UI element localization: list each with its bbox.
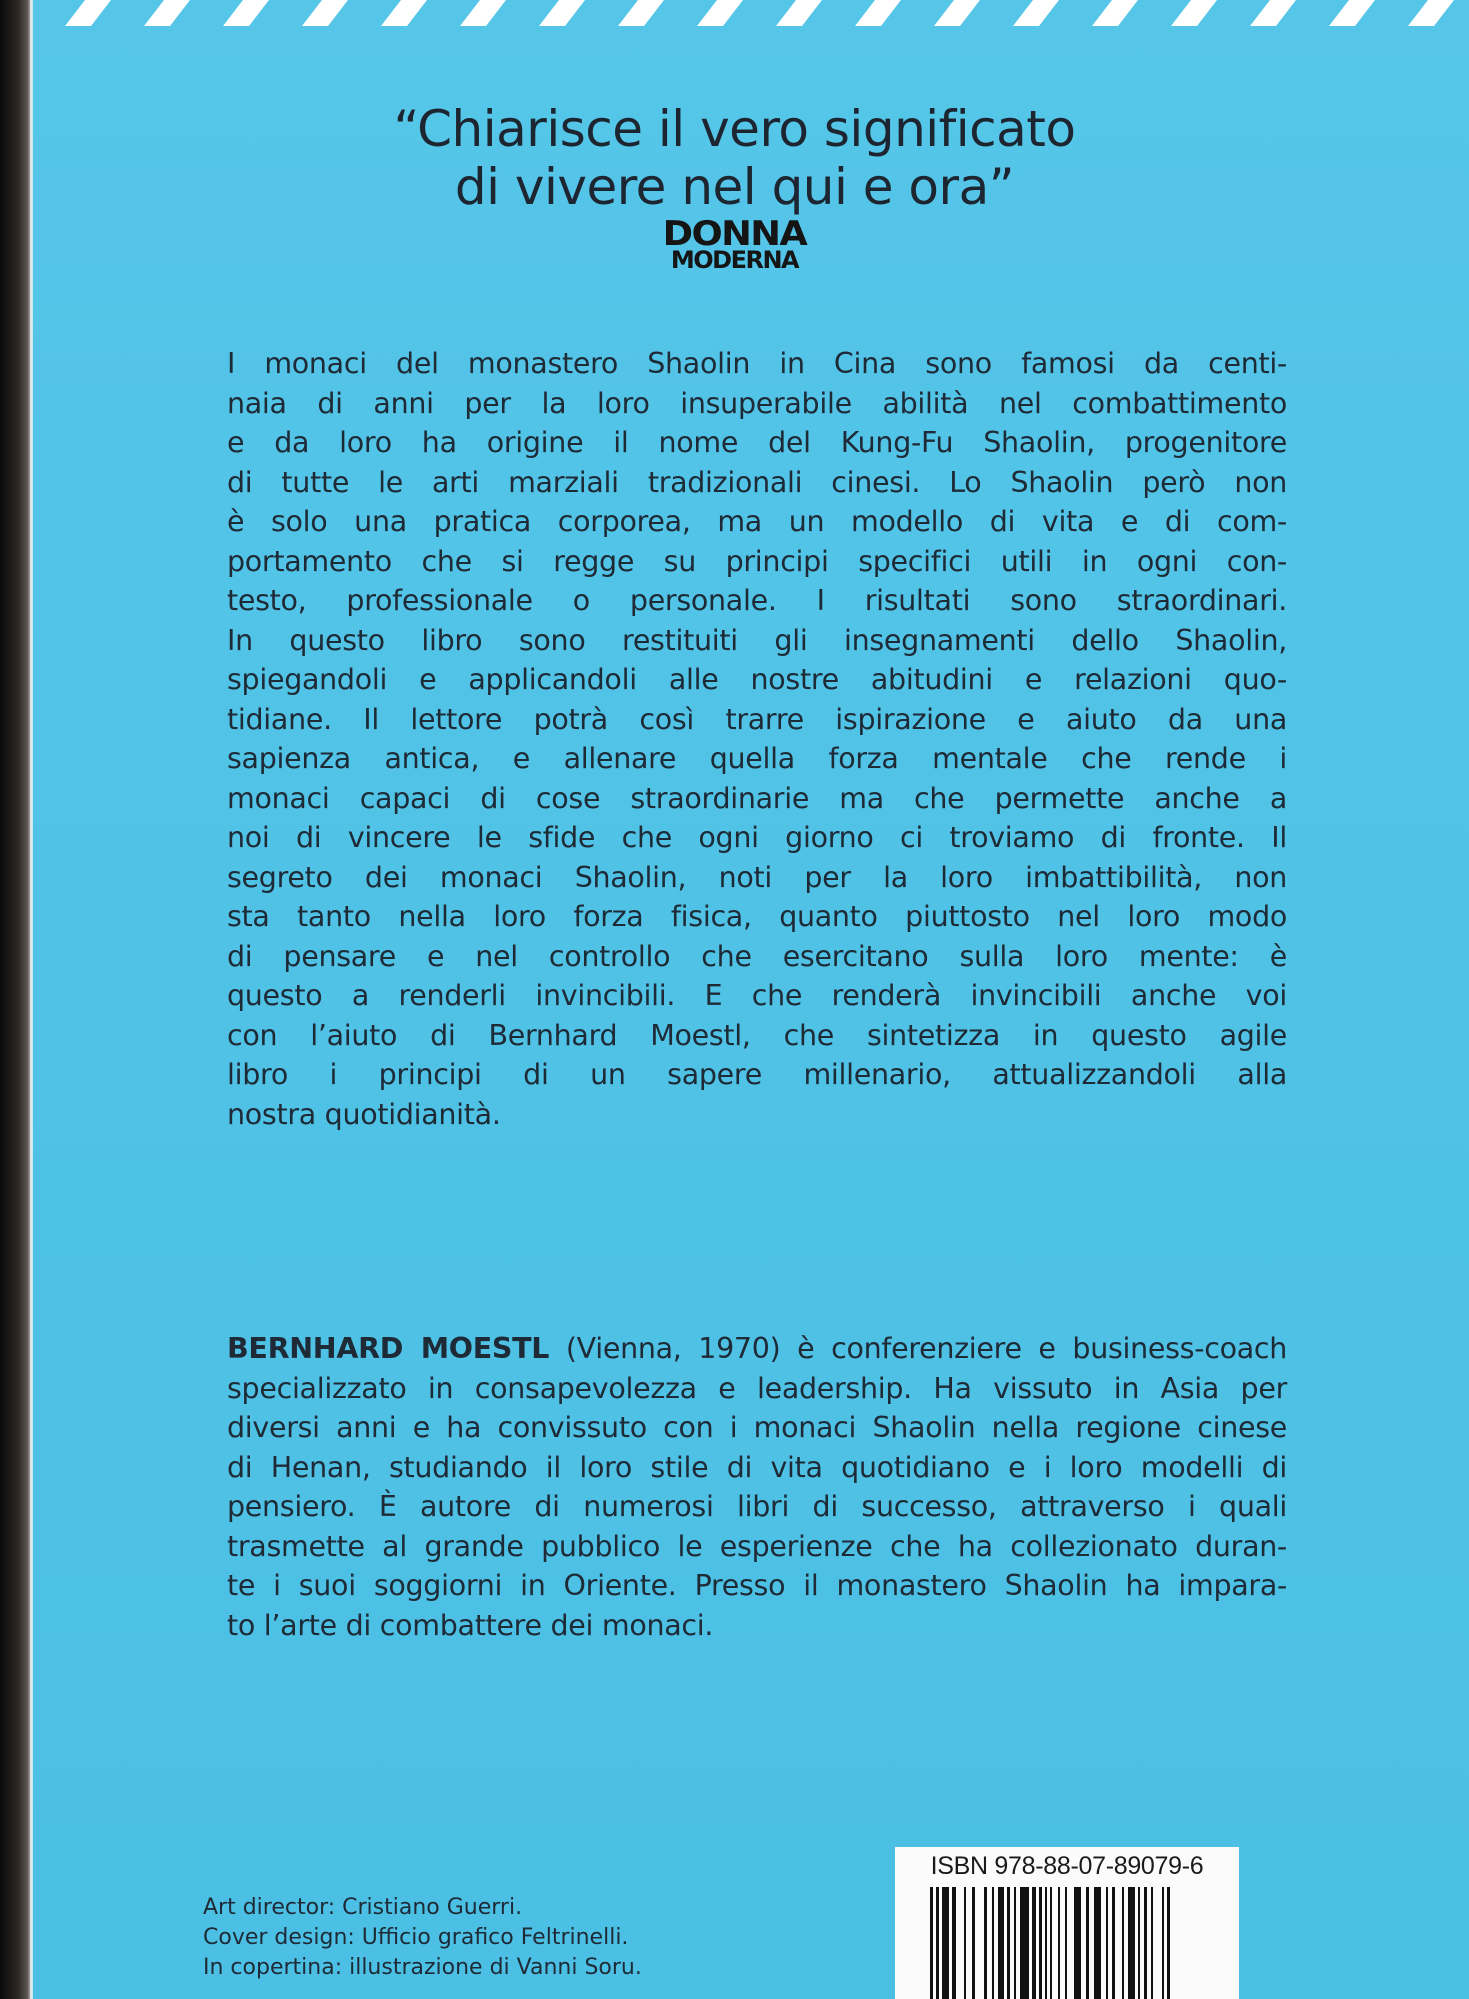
description-line: monaci capaci di cose straordinarie ma che permette anche a [227,781,1287,815]
description-line: con l’aiuto di Bernhard Moestl, che sintetizza in questo agile [227,1018,1287,1052]
author-name: BERNHARD MOESTL [227,1332,550,1365]
isbn-barcode-label [895,1847,1239,1999]
author-bio-line: specializzato in consapevolezza e leadership. Ha vissuto in Asia per [227,1371,1287,1405]
author-bio-line: pensiero. È autore di numerosi libri di successo, attraverso i quali [227,1490,1287,1523]
logo-line-moderna: MODERNA [670,246,799,274]
press-quote-line: “Chiarisce il vero significato [393,100,1076,158]
description-line: noi di vincere le sfide che ogni giorno ci troviamo di fronte. Il [227,821,1287,854]
description-line: sta tanto nella loro forza fisica, quanto piuttosto nel loro modo [227,900,1287,933]
description-line: questo a renderli invincibili. E che renderà invincibili anche voi [227,979,1287,1012]
donna-moderna-logo [0,214,1469,274]
credit-cover-design: Cover design: Ufficio grafico Feltrinelli. [203,1925,629,1950]
description-line: di tutte le arti marziali tradizionali cinesi. Lo Shaolin però non [227,465,1287,499]
author-bio-line: to l’arte di combattere dei monaci. [227,1608,714,1642]
author-bio-first-line [227,1329,1287,1369]
description-line: e da loro ha origine il nome del Kung-Fu Shaolin, progenitore [227,426,1287,459]
credit-art-director: Art director: Cristiano Guerri. [203,1895,523,1920]
logo-line-donna: DONNA [662,214,807,254]
book-spine-edge [0,0,32,1999]
press-quote-line: di vivere nel qui e ora” [454,158,1015,216]
description-line: tidiane. Il lettore potrà così trarre ispirazione e aiuto da una [227,702,1287,736]
book-description [227,344,1287,1134]
diagonal-stripe-border [33,0,1469,26]
cover-credits [203,1893,642,1983]
description-line: In questo libro sono restituiti gli insegnamenti dello Shaolin, [227,623,1287,657]
description-line: libro i principi di un sapere millenario, attualizzandoli alla [227,1058,1287,1091]
description-line: è solo una pratica corporea, ma un modello di vita e di com- [227,505,1287,538]
credit-cover-illustration: In copertina: illustrazione di Vanni Soru. [203,1955,642,1980]
author-bio-line: trasmette al grande pubblico le esperienze che ha collezionato duran- [227,1529,1287,1563]
description-line: sapienza antica, e allenare quella forza mentale che rende i [227,742,1287,775]
description-line: segreto dei monaci Shaolin, noti per la loro imbattibilità, non [227,860,1287,894]
author-bio [227,1329,1287,1645]
author-bio-line: diversi anni e ha convissuto con i monaci Shaolin nella regione cinese [227,1411,1287,1444]
description-line: testo, professionale o personale. I risultati sono straordinari. [227,584,1287,617]
description-line: di pensare e nel controllo che esercitano sulla loro mente: è [227,939,1287,973]
author-bio-text: (Vienna, 1970) è conferenziere e business-coach [549,1332,1288,1365]
author-bio-line: di Henan, studiando il loro stile di vita quotidiano e i loro modelli di [227,1450,1287,1484]
description-line: nostra quotidianità. [227,1097,501,1131]
description-line: portamento che si regge su principi specifici utili in ogni con- [227,544,1287,578]
barcode-icon [930,1887,1210,1999]
spine-highlight [30,0,33,1999]
author-bio-line: te i suoi soggiorni in Oriente. Presso il monastero Shaolin ha impara- [227,1569,1287,1602]
isbn-number: ISBN 978-88-07-89079-6 [930,1852,1204,1880]
press-quote [0,100,1469,216]
description-line: I monaci del monastero Shaolin in Cina sono famosi da centi- [227,347,1287,380]
description-line: spiegandoli e applicandoli alle nostre abitudini e relazioni quo- [227,663,1287,696]
description-line: naia di anni per la loro insuperabile abilità nel combattimento [227,386,1287,420]
